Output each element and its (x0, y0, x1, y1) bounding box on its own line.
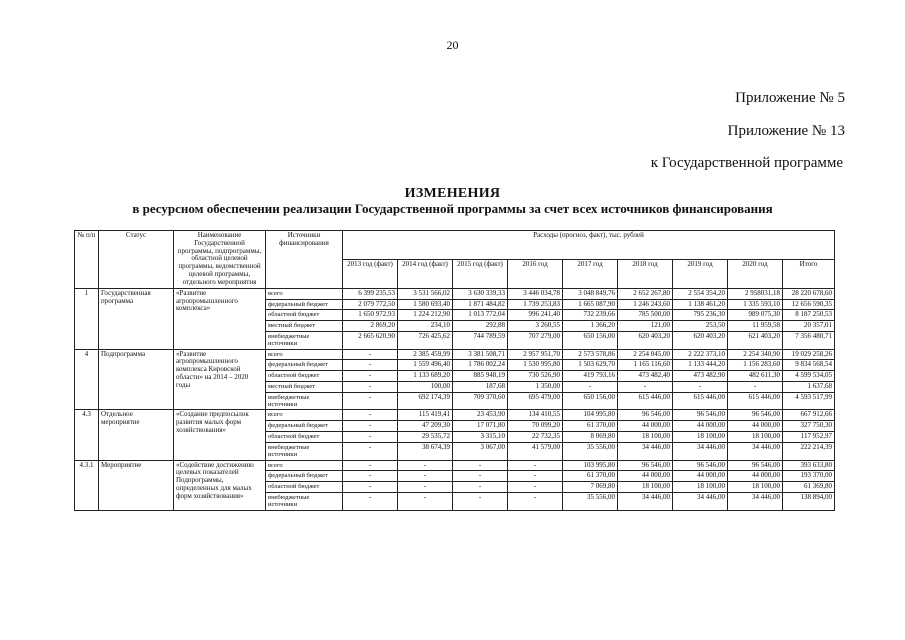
year-value: 18 100,00 (673, 482, 728, 493)
funding-source: местный бюджет (266, 382, 343, 393)
total-value: 138 894,00 (783, 492, 835, 510)
year-value: - (453, 471, 508, 482)
year-value: 2 958031,18 (728, 288, 783, 299)
year-value: 1 665 087,90 (563, 299, 618, 310)
funding-source: федеральный бюджет (266, 360, 343, 371)
year-value: 2 665 620,90 (343, 332, 398, 350)
year-value: - (398, 482, 453, 493)
year-value: 621 403,20 (728, 332, 783, 350)
year-value: 3 048 849,76 (563, 288, 618, 299)
year-value: 18 100,00 (673, 432, 728, 443)
year-value: 7 069,80 (563, 482, 618, 493)
year-value: 96 546,00 (728, 410, 783, 421)
year-value: 41 579,00 (508, 442, 563, 460)
year-value: 996 241,40 (508, 310, 563, 321)
year-value: 1 580 693,40 (398, 299, 453, 310)
year-value: 2 254 340,90 (728, 349, 783, 360)
year-value: 615 446,00 (673, 392, 728, 410)
year-value: 3 067,00 (453, 442, 508, 460)
row-program-name: «Содействие достижению целевых показателей Подпрограммы, определенных для малых форм хозяйствования» (174, 460, 266, 510)
year-value: 96 546,00 (728, 460, 783, 471)
row-status: Государственная программа (99, 288, 174, 349)
year-value: 34 446,00 (728, 442, 783, 460)
year-value: - (453, 492, 508, 510)
year-value: 730 526,90 (508, 371, 563, 382)
header-year: 2016 год (508, 259, 563, 288)
funding-source: областной бюджет (266, 310, 343, 321)
year-value: 18 100,00 (728, 432, 783, 443)
year-value: 70 099,20 (508, 421, 563, 432)
header-expenses: Расходы (прогноз, факт), тыс. рублей (343, 231, 835, 260)
year-value: 3 315,10 (453, 432, 508, 443)
year-value: 2 957 951,70 (508, 349, 563, 360)
year-value: 482 611,30 (728, 371, 783, 382)
year-value: - (343, 482, 398, 493)
year-value: 38 674,39 (398, 442, 453, 460)
year-value: 650 156,00 (563, 332, 618, 350)
year-value: 96 546,00 (618, 460, 673, 471)
year-value: 134 410,55 (508, 410, 563, 421)
year-value: - (728, 382, 783, 393)
year-value: 732 239,66 (563, 310, 618, 321)
row-status: Подпрограмма (99, 349, 174, 410)
year-value: 3 446 034,78 (508, 288, 563, 299)
year-value: 744 789,59 (453, 332, 508, 350)
total-value: 4 593 517,99 (783, 392, 835, 410)
year-value: 23 453,90 (453, 410, 508, 421)
year-value: - (343, 421, 398, 432)
year-value: 11 959,58 (728, 321, 783, 332)
header-name: Наименование Государственной программы, подпрограммы, областной целевой программы, ведомственной целевой программы, отдельного мероприятия (174, 231, 266, 289)
year-value: 100,00 (398, 382, 453, 393)
resource-table (74, 230, 835, 511)
year-value: 34 446,00 (728, 492, 783, 510)
table-body (75, 288, 835, 510)
funding-source: внебюджетные источники (266, 392, 343, 410)
year-value: 35 556,00 (563, 492, 618, 510)
row-program-name: «Создание предпосылок развития малых форм хозяйствования» (174, 410, 266, 460)
year-value: 2 652 267,80 (618, 288, 673, 299)
funding-source: местный бюджет (266, 321, 343, 332)
total-value: 117 952,97 (783, 432, 835, 443)
funding-source: федеральный бюджет (266, 471, 343, 482)
total-value: 20 357,01 (783, 321, 835, 332)
year-value: 34 446,00 (618, 492, 673, 510)
year-value: - (453, 460, 508, 471)
header-year: 2020 год (728, 259, 783, 288)
year-value: - (673, 382, 728, 393)
year-value: 29 535,72 (398, 432, 453, 443)
year-value: 709 370,60 (453, 392, 508, 410)
header-year: 2015 год (факт) (453, 259, 508, 288)
year-value: 6 399 235,53 (343, 288, 398, 299)
year-value: 1 530 995,80 (508, 360, 563, 371)
year-value: 620 403,20 (618, 332, 673, 350)
year-value: 35 556,00 (563, 442, 618, 460)
year-value: 1 650 972,93 (343, 310, 398, 321)
year-value: 34 446,00 (673, 492, 728, 510)
year-value: 3 531 566,02 (398, 288, 453, 299)
funding-source: всего (266, 288, 343, 299)
year-value: - (343, 349, 398, 360)
appendix-line-3: к Государственной программе (650, 155, 843, 171)
header-year: 2017 год (563, 259, 618, 288)
funding-source: областной бюджет (266, 371, 343, 382)
year-value: - (343, 460, 398, 471)
year-value: 44 000,00 (673, 471, 728, 482)
year-value: - (398, 460, 453, 471)
document-title: ИЗМЕНЕНИЯ (404, 186, 501, 201)
year-value: 103 995,80 (563, 460, 618, 471)
total-value: 327 750,30 (783, 421, 835, 432)
document-subtitle: в ресурсном обеспечении реализации Государственной программы за счет всех источников финансирования (132, 201, 773, 216)
year-value: 473 482,90 (673, 371, 728, 382)
header-year: 2019 год (673, 259, 728, 288)
funding-source: областной бюджет (266, 432, 343, 443)
year-value: 47 209,30 (398, 421, 453, 432)
row-program-name: «Развитие агропромышленного комплекса» (174, 288, 266, 349)
year-value: 96 546,00 (673, 460, 728, 471)
row-number: 4.3 (75, 410, 99, 460)
row-program-name: «Развитие агропромышленного комплекса Кировской области» на 2014 – 2020 годы (174, 349, 266, 410)
total-value: 222 214,39 (783, 442, 835, 460)
year-value: 615 446,00 (618, 392, 673, 410)
table-row (75, 349, 835, 360)
year-value: 885 948,19 (453, 371, 508, 382)
year-value: 96 546,00 (618, 410, 673, 421)
total-value: 4 599 534,05 (783, 371, 835, 382)
year-value: 989 075,30 (728, 310, 783, 321)
year-value: 44 000,00 (673, 421, 728, 432)
total-value: 8 187 250,53 (783, 310, 835, 321)
year-value: 615 446,00 (728, 392, 783, 410)
year-value: 292,88 (453, 321, 508, 332)
page-number: 20 (446, 38, 459, 52)
year-value: - (398, 492, 453, 510)
year-value: 34 446,00 (618, 442, 673, 460)
year-value: 2 573 578,86 (563, 349, 618, 360)
year-value: 1 133 444,20 (673, 360, 728, 371)
year-value: 726 425,62 (398, 332, 453, 350)
year-value: 1 156 283,60 (728, 360, 783, 371)
year-value: 44 000,00 (728, 421, 783, 432)
row-number: 4.3.1 (75, 460, 99, 510)
year-value: 2 222 373,10 (673, 349, 728, 360)
year-value: 1 246 243,60 (618, 299, 673, 310)
table-row (75, 410, 835, 421)
year-value: 234,10 (398, 321, 453, 332)
year-value: 18 100,00 (728, 482, 783, 493)
year-value: - (343, 392, 398, 410)
year-value: 707 279,00 (508, 332, 563, 350)
year-value: - (618, 382, 673, 393)
year-value: 1 559 496,40 (398, 360, 453, 371)
funding-source: федеральный бюджет (266, 421, 343, 432)
year-value: 8 069,80 (563, 432, 618, 443)
header-year: 2018 год (618, 259, 673, 288)
year-value: 620 403,20 (673, 332, 728, 350)
year-value: 17 071,80 (453, 421, 508, 432)
year-value: - (343, 410, 398, 421)
year-value: 1 366,20 (563, 321, 618, 332)
year-value: - (343, 382, 398, 393)
year-value: 795 236,30 (673, 310, 728, 321)
funding-source: всего (266, 460, 343, 471)
row-status: Мероприятие (99, 460, 174, 510)
year-value: 121,00 (618, 321, 673, 332)
year-value: 1 739 253,83 (508, 299, 563, 310)
year-value: 3 260,55 (508, 321, 563, 332)
year-value: 1 786 002,24 (453, 360, 508, 371)
year-value: 44 000,00 (728, 471, 783, 482)
year-value: - (398, 471, 453, 482)
year-value: 18 100,00 (618, 432, 673, 443)
header-status: Статус (99, 231, 174, 289)
total-value: 61 369,80 (783, 482, 835, 493)
year-value: 692 174,39 (398, 392, 453, 410)
appendix-line-2: Приложение № 13 (727, 123, 845, 139)
year-value: 187,68 (453, 382, 508, 393)
year-value: 2 554 354,20 (673, 288, 728, 299)
total-value: 9 834 568,54 (783, 360, 835, 371)
funding-source: областной бюджет (266, 482, 343, 493)
year-value: 1 335 593,10 (728, 299, 783, 310)
header-total: Итого (783, 259, 835, 288)
year-value: 3 381 508,71 (453, 349, 508, 360)
year-value: 2 385 459,99 (398, 349, 453, 360)
row-number: 4 (75, 349, 99, 410)
year-value: 18 100,00 (618, 482, 673, 493)
year-value: - (508, 460, 563, 471)
row-status: Отдельное мероприятие (99, 410, 174, 460)
year-value: 2 869,20 (343, 321, 398, 332)
funding-source: внебюджетные источники (266, 332, 343, 350)
table-row (75, 460, 835, 471)
year-value: 3 630 339,33 (453, 288, 508, 299)
year-value: - (508, 482, 563, 493)
year-value: - (343, 492, 398, 510)
year-value: 419 793,16 (563, 371, 618, 382)
total-value: 393 633,80 (783, 460, 835, 471)
year-value: 1 165 116,60 (618, 360, 673, 371)
year-value: - (343, 371, 398, 382)
year-value: 695 479,00 (508, 392, 563, 410)
year-value: 115 419,41 (398, 410, 453, 421)
header-sources: Источники финансирования (266, 231, 343, 289)
year-value: 1 503 629,70 (563, 360, 618, 371)
year-value: 44 000,00 (618, 471, 673, 482)
total-value: 1 637,68 (783, 382, 835, 393)
year-value: - (343, 442, 398, 460)
year-value: 61 370,00 (563, 421, 618, 432)
year-value: 44 000,00 (618, 421, 673, 432)
funding-source: федеральный бюджет (266, 299, 343, 310)
funding-source: внебюджетные источники (266, 442, 343, 460)
year-value: 785 500,00 (618, 310, 673, 321)
year-value: 2 079 772,50 (343, 299, 398, 310)
year-value: 650 156,00 (563, 392, 618, 410)
year-value: 104 995,80 (563, 410, 618, 421)
header-year: 2014 год (факт) (398, 259, 453, 288)
total-value: 193 370,00 (783, 471, 835, 482)
total-value: 7 356 480,71 (783, 332, 835, 350)
year-value: - (563, 382, 618, 393)
year-value: - (508, 492, 563, 510)
year-value: 22 732,35 (508, 432, 563, 443)
total-value: 12 656 590,35 (783, 299, 835, 310)
funding-source: всего (266, 349, 343, 360)
year-value: 1 224 212,90 (398, 310, 453, 321)
year-value: 1 133 689,20 (398, 371, 453, 382)
total-value: 19 029 258,26 (783, 349, 835, 360)
year-value: - (508, 471, 563, 482)
year-value: 96 546,00 (673, 410, 728, 421)
year-value: 1 013 772,04 (453, 310, 508, 321)
table-row (75, 288, 835, 299)
year-value: 253,50 (673, 321, 728, 332)
year-value: 1 871 484,82 (453, 299, 508, 310)
header-year: 2013 год (факт) (343, 259, 398, 288)
year-value: 2 254 045,00 (618, 349, 673, 360)
total-value: 667 912,66 (783, 410, 835, 421)
year-value: 473 482,40 (618, 371, 673, 382)
row-number: 1 (75, 288, 99, 349)
year-value: 34 446,00 (673, 442, 728, 460)
year-value: - (343, 432, 398, 443)
header-num: № п/п (75, 231, 99, 289)
funding-source: всего (266, 410, 343, 421)
total-value: 28 220 678,60 (783, 288, 835, 299)
year-value: 1 138 461,20 (673, 299, 728, 310)
year-value: - (343, 360, 398, 371)
year-value: - (453, 482, 508, 493)
year-value: 1 350,00 (508, 382, 563, 393)
funding-source: внебюджетные источники (266, 492, 343, 510)
appendix-line-1: Приложение № 5 (735, 90, 845, 106)
year-value: - (343, 471, 398, 482)
year-value: 61 370,00 (563, 471, 618, 482)
